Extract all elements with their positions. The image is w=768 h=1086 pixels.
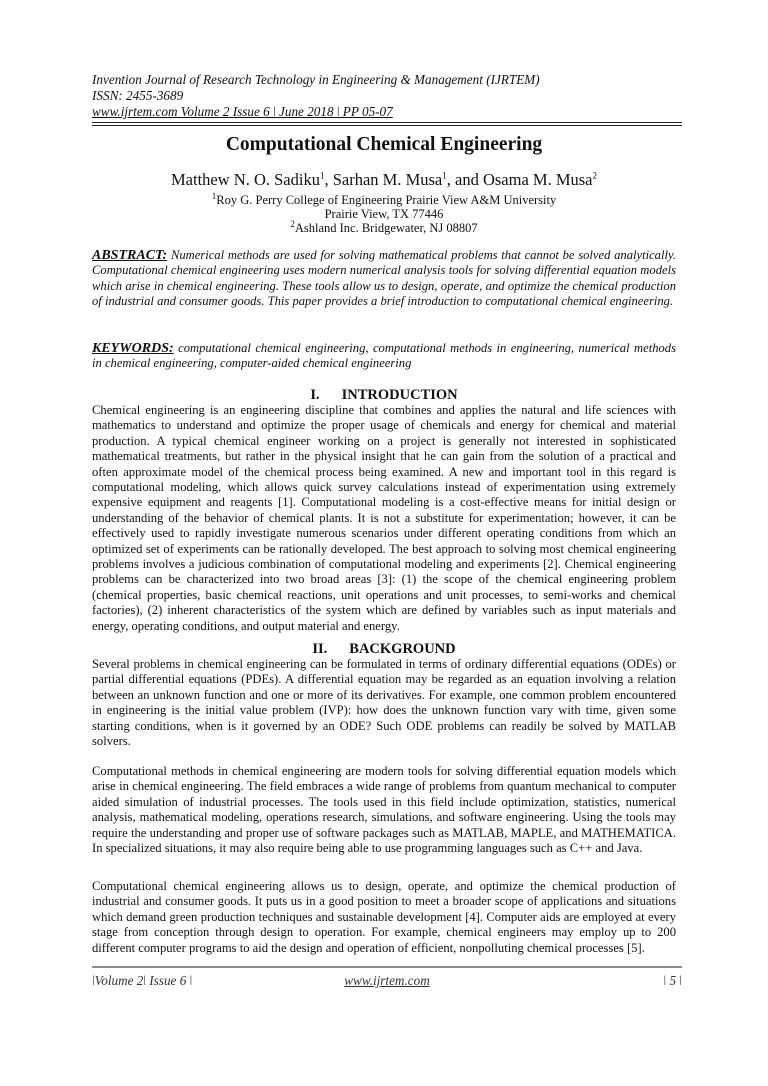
background-paragraph-2: Computational methods in chemical engineering are modern tools for solving differential equation models which arise in chemical engineering. The field embraces a wide range of problems from quantum mechanical to computer aided simulation of industrial processes. The tools used in this field include optimization, statistics, numerical analysis, mathematical modeling, operations research, simulations, and software engineering. Using the tools may require the understanding and proper use of software packages such as MATLAB, MAPLE, and MATHEMATICA. In specialized situations, it may also require being able to use programming languages such as C++ and Java. xyxy=(92,764,676,856)
author-separator: , xyxy=(324,170,333,189)
section-number: I. xyxy=(310,387,320,403)
affil-text: Roy G. Perry College of Engineering Prairie View A&M University xyxy=(216,193,557,207)
affil-mark: 2 xyxy=(290,218,295,229)
affiliation-1-line-1 xyxy=(92,190,676,208)
author-separator: , and xyxy=(446,170,483,189)
affiliation-2 xyxy=(92,218,676,236)
affil-text: Ashland Inc. Bridgewater, NJ 08807 xyxy=(294,221,478,235)
header-divider-double xyxy=(92,125,682,126)
keywords-text: computational chemical engineering, computational methods in engineering, numerical methods in chemical engineering, computer-aided chemical engineering xyxy=(92,341,676,371)
journal-name: Invention Journal of Research Technology in Engineering & Management (IJRTEM) xyxy=(92,72,540,87)
header-divider xyxy=(92,122,682,123)
page-footer xyxy=(92,972,682,990)
footer-volume: ǀVolume 2ǀ Issue 6 ǀ xyxy=(92,973,193,988)
abstract xyxy=(92,248,676,310)
section-number: II. xyxy=(312,641,328,657)
author-list xyxy=(92,170,676,190)
author-name: Matthew N. O. Sadiku xyxy=(171,170,320,189)
footer-page-number: ǀ 5 ǀ xyxy=(663,973,682,988)
author-affil-mark: 1 xyxy=(442,170,447,181)
author-affil-mark: 2 xyxy=(592,170,597,181)
section-heading-introduction xyxy=(92,386,676,404)
paper-title: Computational Chemical Engineering xyxy=(225,134,543,155)
author-name: Sarhan M. Musa xyxy=(332,170,443,189)
section-title: INTRODUCTION xyxy=(341,387,458,403)
keywords-label: KEYWORDS: xyxy=(92,341,174,356)
background-paragraph-3: Computational chemical engineering allows us to design, operate, and optimize the chemical production of industrial and consumer goods. It puts us in a good position to meet a broader scope of applications and situations which demand green production techniques and sustainable development [4]. Computer aids are employed at every stage from conception through design to operation. For example, chemical engineers may employ up to 200 different computer programs to aid the design and operation of efficient, nonpolluting chemical processes [5]. xyxy=(92,879,676,955)
journal-header xyxy=(92,72,682,120)
introduction-paragraph: Chemical engineering is an engineering discipline that combines and applies the natural and life sciences with mathematics to understand and optimize the proper usage of chemicals and energy for chemical and material production. A typical chemical engineer working on a project is generally not interested in sophisticated mathematical treatments, but rather in the physical insight that he can gain from the solution of a practical and often approximate model of the chemical process being examined. A new and important tool in this regard is computational modeling, which allows quick survey calculations instead of experimentation using extremely expensive equipment and reagents [1]. Computational modeling is a cost-effective means for initial design or understanding of the behavior of chemical plants. It is not a substitute for experimentation; however, it can be effectively used to rapidly investigate numerous scenarios under different operating conditions from which an optimized set of experiments can be rationally developed. The best approach to solving most chemical engineering problems involves a judicious combination of computational modeling and experiments [2]. Chemical engineering problems can be characterized into two broad areas [3]: (1) the scope of the chemical engineering problem (chemical properties, basic chemical reactions, unit operations and unit processes, to semi-works and chemical factories), (2) inherent characteristics of the system which are defined by variables such as input materials and energy, operating conditions, and output material and energy. xyxy=(92,403,676,633)
journal-issn: ISSN: 2455-3689 xyxy=(92,88,184,103)
section-title: BACKGROUND xyxy=(349,641,456,657)
author-name: Osama M. Musa xyxy=(482,170,593,189)
affil-mark: 1 xyxy=(211,190,217,201)
journal-volume-line[interactable]: www.ijrtem.com Volume 2 Issue 6 ǀ June 2018 ǀ PP 05-07 xyxy=(92,104,393,119)
keywords xyxy=(92,341,676,372)
abstract-text: Numerical methods are used for solving mathematical problems that cannot be solved analytically. Computational chemical engineering uses modern numerical analysis tools for solving differential equation models which arise in chemical engineering. These tools allow us to design, operate, and optimize the chemical production of industrial and consumer goods. This paper provides a brief introduction to computational chemical engineering. xyxy=(92,248,676,309)
affiliation-1-line-2: Prairie View, TX 77446 xyxy=(324,207,444,221)
author-affil-mark: 1 xyxy=(319,170,325,181)
abstract-label: ABSTRACT: xyxy=(92,248,168,263)
background-paragraph-1: Several problems in chemical engineering can be formulated in terms of ordinary differential equations (ODEs) or partial differential equations (PDEs). A differential equation may be regarded as an equation involving a relation between an unknown function and one or more of its derivatives. For example, one common problem encountered in engineering is the initial value problem (IVP): how does the unknown function vary with time, given some starting conditions, when is it governed by an ODE? Such ODE problems can readily be solved by MATLAB solvers. xyxy=(92,657,676,749)
footer-divider xyxy=(92,966,682,968)
footer-url[interactable]: www.ijrtem.com xyxy=(344,973,430,988)
section-heading-background xyxy=(92,640,676,658)
